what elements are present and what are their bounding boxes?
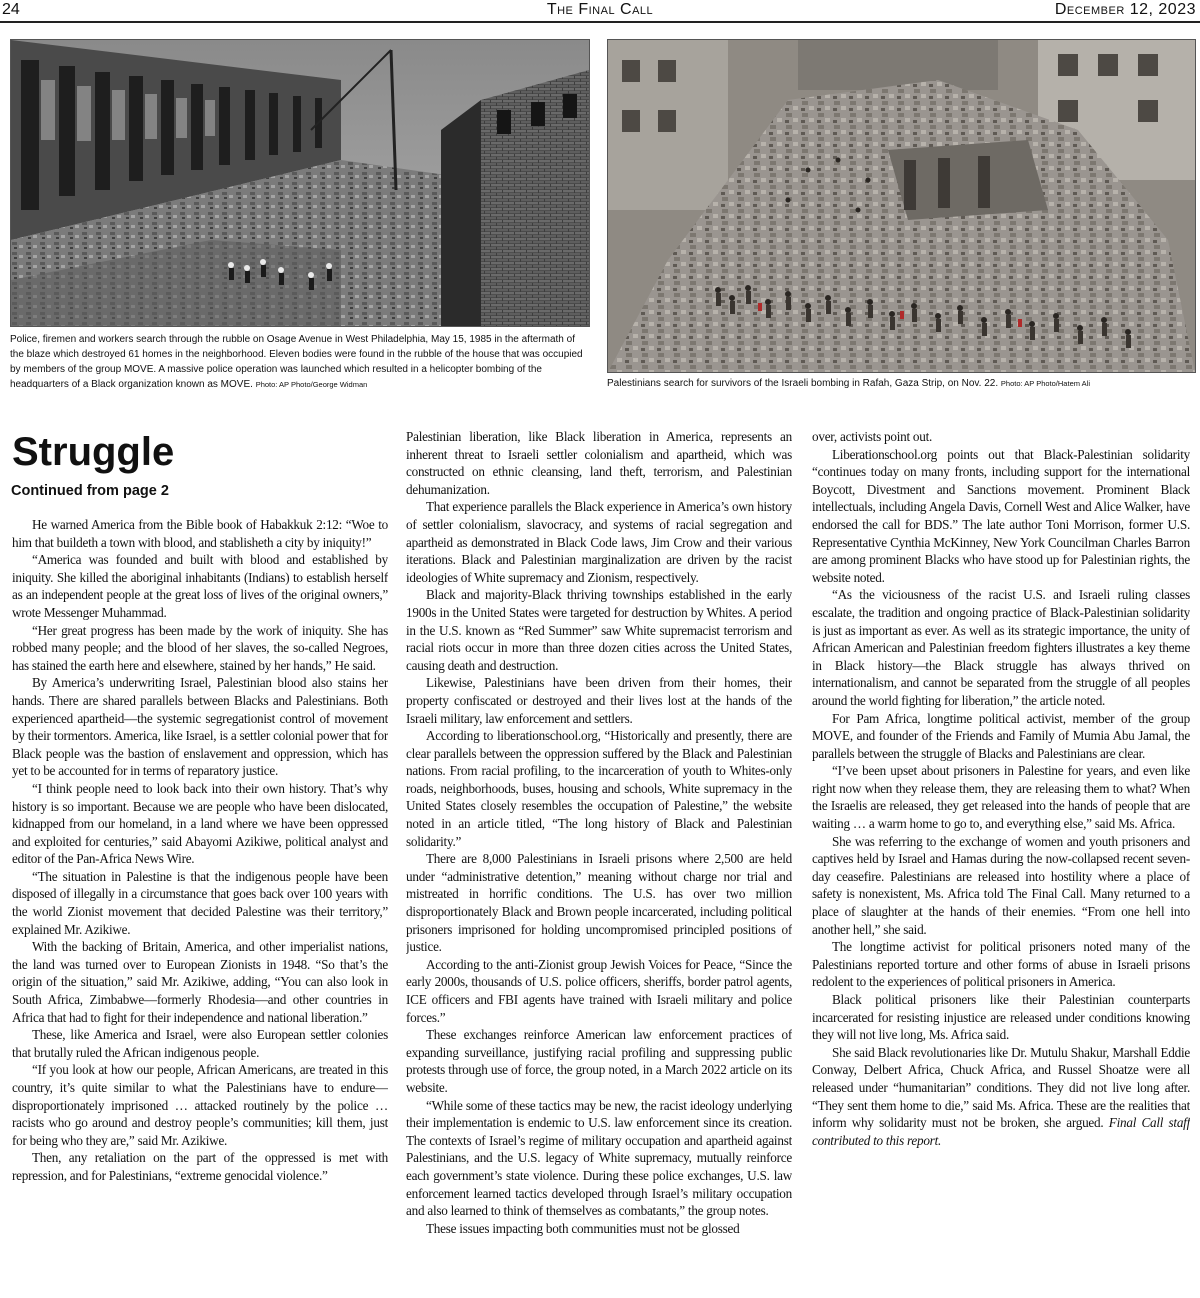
photo-left-credit: Photo: AP Photo/George Widman	[255, 380, 368, 389]
photo-philadelphia-image	[11, 40, 589, 326]
paragraph: According to liberationschool.org, “Historically and presently, there are clear parallels between the oppression suffered by the Black and Palestinian nations. From racial profiling, to the incarceration of youth to Whites-only roads, neighborhoods, buses, housing and schools, White supremacy in the United States closely resembles the occupation of Palestine,” the website noted in an article titled, “The long history of Black and Palestinian solidarity.”	[406, 728, 792, 849]
paragraph: “I’ve been upset about prisoners in Palestine for years, and even like right now when they release them, they are releasing them to what? When the Israelis are released, they get released into the hands of people that are waiting … a warm home to go to, and everything else,” said Ms. Africa.	[812, 763, 1190, 832]
paragraph: By America’s underwriting Israel, Palestinian blood also stains her hands. There are shared parallels between Blacks and Palestinians. Both experienced apartheid—the systemic segregationist control of movement by their tormentors. America, like Israel, is a settler colonial power that for Black people was the bastion of enslavement and oppression, which has yet to be accounted for in terms of reparatory justice.	[12, 675, 388, 779]
paragraph: over, activists point out.	[812, 429, 933, 444]
article-column-1	[12, 516, 388, 1296]
photo-right-caption	[607, 376, 1197, 391]
paragraph: Black political prisoners like their Palestinian counterparts incarcerated for resisting injustice are released under conditions knowing they will not live long, Ms. Africa said.	[812, 992, 1190, 1043]
photo-right-caption-text: Palestinians search for survivors of the Israeli bombing in Rafah, Gaza Strip, on Nov. 22.	[607, 378, 999, 389]
article-headline: Struggle	[12, 430, 175, 474]
article-column-3	[812, 428, 1190, 1296]
page-number: 24	[2, 1, 20, 18]
paragraph: Palestinian liberation, like Black liberation in America, represents an inherent threat to Israeli settler colonialism and apartheid, which was constructed on ethnic cleansing, land theft, terrorism, and Palestinian dehumanization.	[406, 429, 792, 497]
paragraph: “Her great progress has been made by the work of iniquity. She has robbed many people; and the blood of her slaves, the so-called Negroes, has stained the earth here and elsewhere, stained by her hands,” He said.	[12, 622, 388, 673]
paragraph: “While some of these tactics may be new, the racist ideology underlying their implementation is endemic to U.S. law enforcement since its creation. The contexts of Israel’s regime of military occupation and apartheid against Palestinians, and the U.S. legacy of White supremacy, mutually reinforce each government’s state violence. During these police exchanges, U.S. law enforcement learned tactics developed through Israel’s military occupation and also learned to think of themselves as combatants,” the group notes.	[406, 1097, 792, 1219]
paragraph: These exchanges reinforce American law enforcement practices of expanding surveillance, justifying racial profiling and suppressing public protests through use of force, the group noted, in a March 2022 article on its website.	[406, 1027, 792, 1095]
paragraph: These, like America and Israel, were also European settler colonies that brutally ruled the African indigenous people.	[12, 1027, 388, 1060]
page-header	[0, 0, 1200, 23]
paragraph: These issues impacting both communities must not be glossed	[426, 1220, 740, 1236]
paragraph: “America was founded and built with blood and established by iniquity. She killed the aboriginal inhabitants (Indians) to establish herself as an independent people at the great loss of lives of the original owners,” wrote Messenger Muhammad.	[12, 552, 388, 620]
article-column-2	[406, 428, 792, 1296]
paragraph: With the backing of Britain, America, and other imperialist nations, the land was turned over to European Zionists in 1948. “So that’s the origin of the situation,” said Mr. Azikiwe, adding, “You can also look in South Africa, Zimbabwe—formerly Rhodesia—and other countries in Africa that had to fight for their independence and national liberation.”	[12, 939, 388, 1025]
philadelphia-rubble-photo	[10, 39, 590, 327]
paragraph: There are 8,000 Palestinians in Israeli prisons where 2,500 are held under “administrative detention,” meaning without charge nor trial and mistreated in horrific conditions. The U.S. has over two million disproportionately Black and Brown people incarcerated, including political prisoners imprisoned for holding uncompromised principled positions of justice.	[406, 851, 792, 955]
staff-credit: Final Call staff contributed to this report.	[812, 1115, 1190, 1148]
gaza-rubble-photo	[607, 39, 1196, 373]
paragraph: “The situation in Palestine is that the indigenous people have been disposed of illegally in a circumstance that goes back over 100 years with the world Zionist movement that decided Palestine was their territory,” explained Mr. Azikiwe.	[12, 868, 388, 937]
publication-name: The Final Call	[546, 1, 654, 18]
photo-left-caption	[10, 332, 590, 392]
photo-right-credit: Photo: AP Photo/Hatem Ali	[1000, 379, 1090, 388]
photo-gaza-image	[608, 40, 1195, 372]
paragraph: Liberationschool.org points out that Black-Palestinian solidarity “continues today on many fronts, including support for the international Boycott, Divestment and Sanctions movement. Prominent Black intellectuals, including Angela Davis, Cornell West and Alice Walker, have endorsed the call for BDS.” The late author Toni Morrison, former U.S. Representative Cynthia McKinney, New York Councilman Charles Barron are among prominent Blacks who have stood up for Palestinian rights, the website noted.	[812, 446, 1190, 585]
paragraph-final	[812, 1044, 1190, 1150]
paragraph: Black and majority-Black thriving townships established in the early 1900s in the United States were targeted for destruction by Whites. A period in the U.S. known as “Red Summer” saw White supremacist terrorism and racial riots occur in more than three dozen cities across the United States, causing death and destruction.	[406, 587, 792, 673]
final-paragraph-text: She said Black revolutionaries like Dr. Mutulu Shakur, Marshall Eddie Conway, Delbert Africa, Chuck Africa, and Russel Shoatze were all released under “humanitarian” conditions. They did not live long after. “They sent them home to die,” said Ms. Africa. These are the realities that inform why solidarity must not be broken, she argued.	[812, 1044, 1190, 1131]
photo-left-caption-text: Police, firemen and workers search through the rubble on Osage Avenue in West Philadelphia, May 15, 1985 in the aftermath of the blaze which destroyed 61 homes in the neighborhood. Eleven bodies were found in the rubble of the house that was occupied by members of the group MOVE. A massive police operation was launched which resulted in a helicopter bombing of the headquarters of a Black organization known as MOVE.	[10, 334, 583, 390]
paragraph: “If you look at how our people, African Americans, are treated in this country, it’s quite similar to what the Palestinians have to endure—disproportionately imprisoned … attacked routinely by the police … racists who go around and destroy people’s communities; kill them, just for being who they are,” said Mr. Azikiwe.	[12, 1062, 388, 1148]
paragraph: Likewise, Palestinians have been driven from their homes, their property confiscated or destroyed and their lives lost at the hands of the Israeli military, law enforcement and settlers.	[406, 675, 792, 726]
paragraph: He warned America from the Bible book of Habakkuk 2:12: “Woe to him that buildeth a town with blood, and stablisheth a city by iniquity!”	[12, 517, 388, 550]
paragraph: For Pam Africa, longtime political activist, member of the group MOVE, and founder of the Friends and Family of Mumia Abu Jamal, the parallels between the struggle of Blacks and Palestinians are clear.	[812, 710, 1190, 761]
paragraph: The longtime activist for political prisoners noted many of the Palestinians reported torture and other forms of abuse in Israeli prisons redolent to the experiences of political prisoners in America.	[812, 939, 1190, 990]
continued-from-line: Continued from page 2	[11, 483, 169, 499]
paragraph: She was referring to the exchange of women and youth prisoners and captives held by Israel and Hamas during the now-collapsed recent seven-day ceasefire. Palestinians are released into hostility where a place of safety is nonexistent, Ms. Africa told The Final Call. Many returned to a place of slaughter at the hands of their enemies. “From one hell into another hell,” she said.	[812, 833, 1190, 937]
paragraph: “As the viciousness of the racist U.S. and Israeli ruling classes escalate, the tradition and ongoing practice of Black-Palestinian solidarity is just as important as ever. As well as its strategic importance, the unity of African American and Palestinian freedom fighters illustrates a key theme in Black history—the Black struggle has always thrived on internationalism, and cannot be separated from the struggle of all peoples around the world fighting for liberation,” the article noted.	[812, 587, 1190, 708]
paragraph: “I think people need to look back into their own history. That’s why history is so important. Because we are people who have been dislocated, kidnapped from our homeland, in a land where we have been oppressed and exploited for centuries,” said Abayomi Azikiwe, political analyst and editor of the Pan-Africa News Wire.	[12, 780, 388, 867]
issue-date: December 12, 2023	[1054, 1, 1196, 18]
paragraph: That experience parallels the Black experience in America’s own history of settler colonialism, slavocracy, and systems of racial segregation and apartheid as demonstrated in Black Code laws, Jim Crow and their various iterations. Black and Palestinian marginalization are driven by the racist ideologies of White supremacy and Zionism, respectively.	[406, 499, 792, 585]
paragraph: Then, any retaliation on the part of the oppressed is met with repression, and for Palestinians, “extreme genocidal violence.”	[12, 1150, 388, 1183]
paragraph: According to the anti-Zionist group Jewish Voices for Peace, “Since the early 2000s, thousands of U.S. police officers, sheriffs, border patrol agents, ICE officers and FBI agents have trained with Israeli military and police forces.”	[406, 956, 792, 1025]
